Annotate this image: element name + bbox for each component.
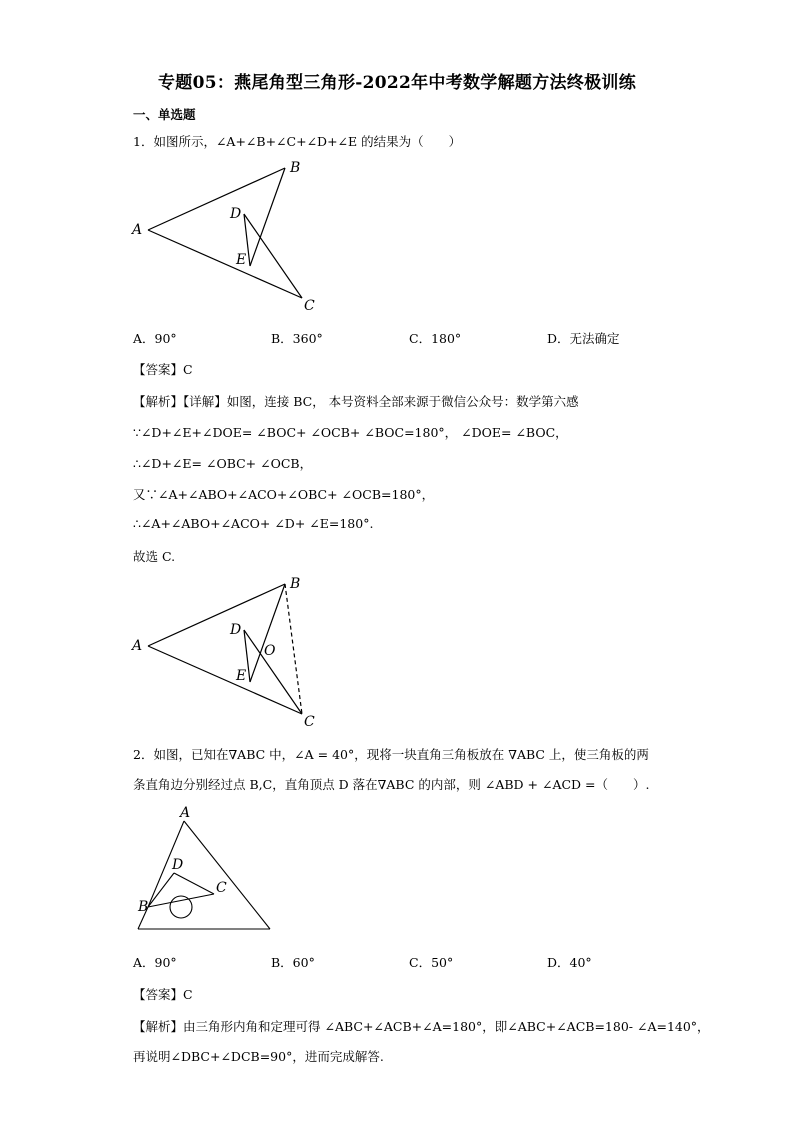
q1-label-e: E [236,252,247,268]
q1s-label-c: C [304,714,315,730]
q1-option-b: B．360° [271,331,323,346]
q1-analysis-3: ∴∠D+∠E= ∠OBC+ ∠OCB， [133,456,313,471]
q1s-segment-ab [148,584,285,646]
q1-label-b: B [290,160,301,176]
q2-question-line2: 条直角边分别经过点 B,C，直角顶点 D 落在∇ABC 的内部，则 ∠ABD + ∠ACD =（ ）. [133,777,650,792]
q1s-label-o: O [264,643,276,659]
section-heading: 一、单选题 [133,107,196,122]
q1-label-d: D [230,206,242,222]
q2-label-d: D [172,857,184,873]
q1-analysis-1: 【解析】【详解】如图，连接 BC， 本号资料全部来源于微信公众号：数学第六感 [133,394,579,409]
q2-label-c: C [216,880,227,896]
q1s-label-e: E [236,668,247,684]
q2-label-a: A [180,805,191,821]
q2-circle [170,896,192,918]
q2-segment-db [148,873,174,907]
q1-label-a: A [132,222,143,238]
q1-label-c: C [304,298,315,314]
q2-option-c: C．50° [409,955,454,970]
q2-option-a: A．90° [133,955,177,970]
q1-segment-bd-e [250,168,285,266]
q2-analysis-line2: 再说明∠DBC+∠DCB=90°，进而完成解答. [133,1049,384,1064]
q2-segment-ac-ext [184,821,270,929]
q1s-label-b: B [290,576,301,592]
q1s-label-d: D [230,622,242,638]
q1s-segment-be [250,584,285,682]
q2-option-d: D．40° [547,955,592,970]
q1-answer: 【答案】C [133,362,193,377]
page-title: 专题05：燕尾角型三角形-2022年中考数学解题方法终极训练 [157,73,637,93]
q1-solution-figure [130,574,330,734]
q2-question-line1: 2．如图，已知在∇ABC 中，∠A = 40°，现将一块直角三角板放在 ∇ABC 上，使三角板的两 [133,747,649,762]
q2-answer: 【答案】C [133,987,193,1002]
q1s-label-a: A [132,638,143,654]
q1-option-a: A．90° [133,331,177,346]
q1s-dashed-bc [285,584,302,714]
q1-analysis-5: ∴∠A+∠ABO+∠ACO+ ∠D+ ∠E=180°. [133,516,374,531]
q1-analysis-4: 又∵∠A+∠ABO+∠ACO+∠OBC+ ∠OCB=180°， [133,487,435,502]
q1-analysis-6: 故选 C. [133,549,176,564]
q2-figure [130,803,290,933]
q1-question: 1．如图所示，∠A+∠B+∠C+∠D+∠E 的结果为（ ） [133,134,462,149]
q1-figure [130,158,330,318]
q2-option-b: B．60° [271,955,315,970]
q1-analysis-2: ∵∠D+∠E+∠DOE= ∠BOC+ ∠OCB+ ∠BOC=180°， ∠DOE= ∠BOC， [133,425,568,440]
q2-analysis-line1: 【解析】由三角形内角和定理可得 ∠ABC+∠ACB+∠A=180°，即∠ABC+∠ACB=180- ∠A=140°， [133,1019,710,1034]
q1-option-c: C．180° [409,331,462,346]
q2-segment-dc [174,873,214,894]
q1-segment-ab [148,168,285,230]
q1-option-d: D．无法确定 [547,331,620,346]
q2-label-b: B [138,899,149,915]
